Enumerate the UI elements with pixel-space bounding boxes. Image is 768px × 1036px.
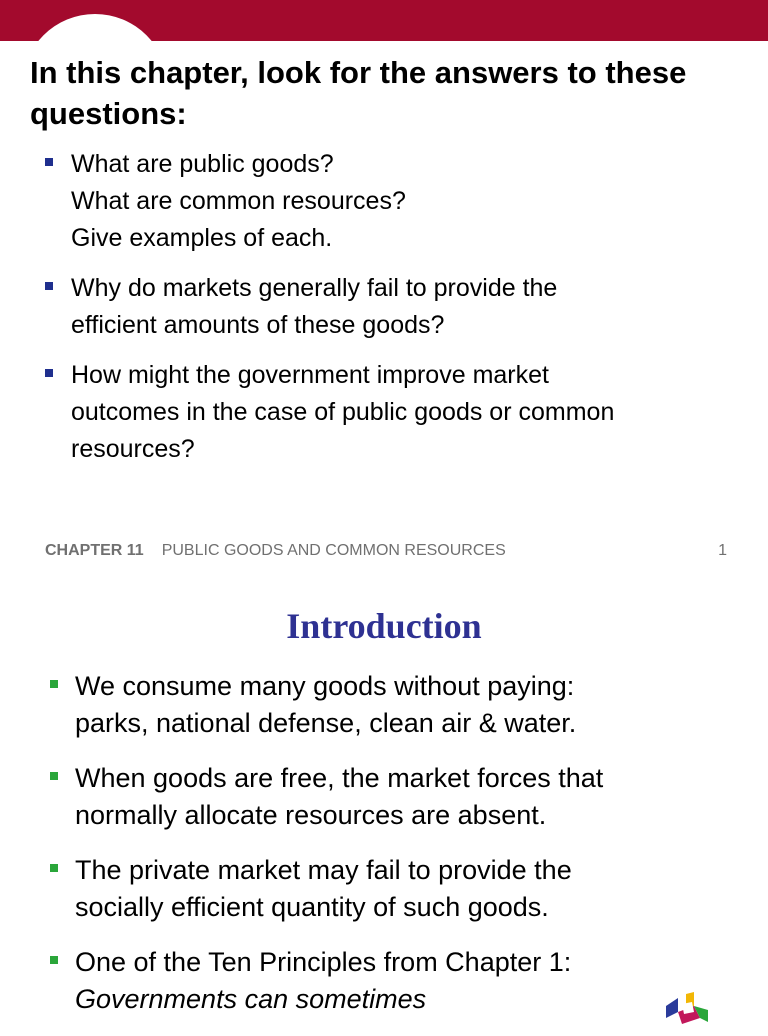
bullet-line: parks, national defense, clean air & water.	[75, 708, 577, 738]
bullet-line: What are common resources?	[71, 187, 406, 215]
list-item	[50, 852, 750, 926]
bullet-line: efficient amounts of these goods?	[71, 311, 445, 339]
list-item	[45, 357, 745, 468]
bullet-line: normally allocate resources are absent.	[75, 800, 547, 830]
slide-title: In this chapter, look for the answers to these questions:	[30, 55, 687, 131]
slide-footer	[45, 541, 727, 561]
bullet-line: When goods are free, the market forces that	[75, 763, 604, 793]
bullet-line: One of the Ten Principles from Chapter 1:	[75, 947, 572, 977]
bullet-square-icon	[50, 772, 58, 780]
bullet-square-icon	[50, 680, 58, 688]
bullet-line: What are public goods?	[71, 150, 334, 178]
bullet-line: How might the government improve market	[71, 361, 549, 389]
bullet-square-icon	[50, 864, 58, 872]
footer-chapter: CHAPTER 11	[45, 542, 144, 559]
bullet-line-italic: Governments can sometimes	[75, 984, 427, 1014]
slide-logo-icon	[664, 992, 712, 1024]
footer-title: PUBLIC GOODS AND COMMON RESOURCES	[161, 542, 506, 559]
list-item	[50, 668, 750, 742]
question-list	[45, 146, 745, 481]
page-number: 1	[718, 542, 727, 559]
bullet-square-icon	[45, 369, 53, 377]
list-item	[50, 760, 750, 834]
bullet-square-icon	[45, 282, 53, 290]
bullet-line: socially efficient quantity of such goods.	[75, 892, 549, 922]
intro-heading: Introduction	[286, 606, 482, 646]
list-item	[45, 146, 745, 257]
bullet-line: The private market may fail to provide the	[75, 855, 572, 885]
list-item	[50, 944, 750, 1018]
bullet-square-icon	[45, 158, 53, 166]
bullet-line: resources?	[71, 435, 195, 463]
bullet-line: Give examples of each.	[71, 224, 333, 252]
bullet-line: outcomes in the case of public goods or common	[71, 398, 615, 426]
list-item	[45, 270, 745, 344]
intro-list	[50, 668, 750, 1036]
bullet-square-icon	[50, 956, 58, 964]
bullet-line: Why do markets generally fail to provide the	[71, 274, 558, 302]
bullet-line: We consume many goods without paying:	[75, 671, 575, 701]
